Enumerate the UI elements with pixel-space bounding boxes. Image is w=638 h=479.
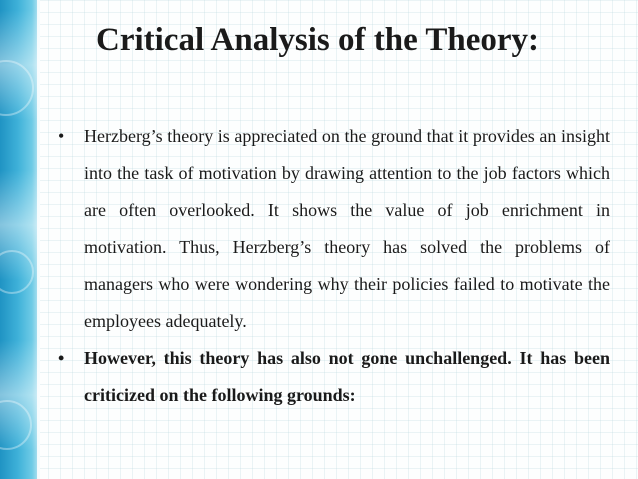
bullet-marker: • [58, 348, 65, 368]
bullet-list [58, 118, 610, 414]
bullet-text: However, this theory has also not gone unchallenged. It has been criticized on the following grounds: [84, 348, 610, 405]
decorative-side-band [0, 0, 40, 479]
bullet-item [58, 118, 610, 340]
bullet-marker: • [58, 126, 65, 146]
bullet-text: Herzberg’s theory is appreciated on the ground that it provides an insight into the task of motivation by drawing attention to the job factors which are often overlooked. It shows the value of job enrichment in motivation. Thus, Herzberg’s theory has solved the problems of managers who were wondering why their policies failed to motivate the employees adequately. [84, 126, 610, 331]
bullet-item [58, 340, 610, 414]
side-band-edge [37, 0, 40, 479]
slide-title: Critical Analysis of the Theory: [96, 22, 540, 58]
